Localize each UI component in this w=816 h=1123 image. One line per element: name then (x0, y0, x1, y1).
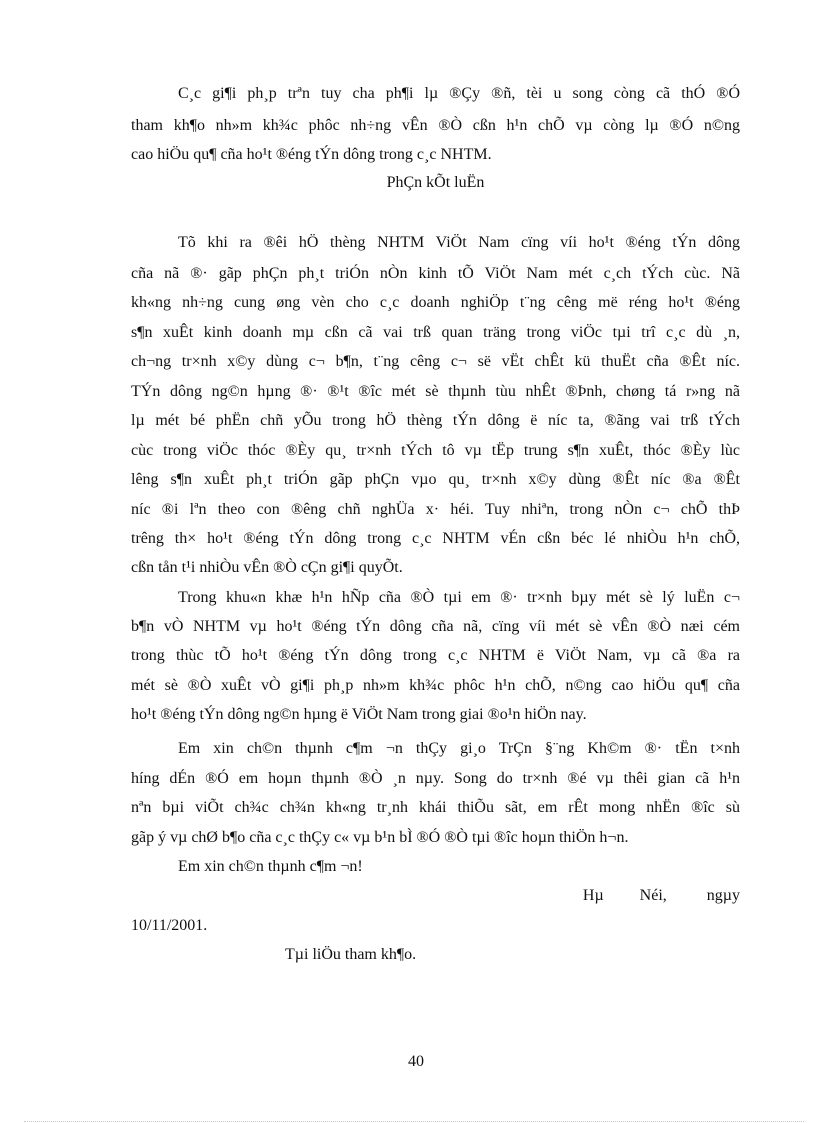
conclusion1-line-1: Tõ khi ra ®êi hÖ thèng NHTM ViÖt Nam cïng víi ho¹t ®éng tÝn dông (178, 234, 740, 251)
conclusion1-line-11: trêng th× ho¹t ®éng tÝn dông trong c¸c NHTM vÉn cßn béc lé nhiÒu h¹n chÕ, (131, 530, 740, 547)
thanks-line-3: nªn bµi viÕt ch¾c ch¾n kh«ng tr¸nh khái thiÕu sãt, em rÊt mong nhËn ®îc sù (131, 799, 740, 816)
conclusion1-line-4: s¶n xuÊt kinh doanh mµ cßn cã vai trß quan träng trong viÖc tµi trî c¸c dù ¸n, (131, 324, 740, 341)
solution-line-1: C¸c gi¶i ph¸p trªn tuy cha ph¶i lµ ®Çy ®ñ, tèi u song còng cã thÓ ®Ó (178, 85, 740, 102)
date-value: 10/11/2001. (131, 917, 208, 934)
conclusion1-line-9: lêng s¶n xuÊt ph¸t triÓn gãp phÇn vµo qu¸ tr×nh x©y dùng ®Êt níc ®a ®Êt (131, 471, 740, 488)
place-date-line: Hµ Néi, ngµy (582, 887, 740, 904)
section-heading: PhÇn kÕt luËn (386, 174, 485, 191)
solution-line-2: tham kh¶o nh»m kh¾c phôc nh÷ng vÊn ®Ò cßn h¹n chÕ vµ còng lµ ®Ó n©ng (131, 117, 740, 134)
conclusion1-line-2: cña nã ®· gãp phÇn ph¸t triÓn nÒn kinh tÕ ViÖt Nam mét c¸ch tÝch cùc. Nã (131, 265, 740, 282)
page-number: 40 (408, 1053, 424, 1070)
thanks-line-4: gãp ý vµ chØ b¶o cña c¸c thÇy c« vµ b¹n bÌ ®Ó ®Ò tµi ®îc hoµn thiÖn h¬n. (131, 829, 629, 846)
solution-line-3: cao hiÖu qu¶ cña ho¹t ®éng tÝn dông trong c¸c NHTM. (131, 146, 492, 163)
conclusion2-line-3: trong thùc tÕ ho¹t ®éng tÝn dông trong c¸c NHTM ë ViÖt Nam, vµ cã ®a ra (131, 647, 740, 664)
closing-thanks: Em xin ch©n thµnh c¶m ¬n! (178, 858, 363, 875)
conclusion1-line-10: níc ®i lªn theo con ®êng chñ nghÜa x· héi. Tuy nhiªn, trong nÒn c¬ chÕ thÞ (131, 501, 740, 518)
conclusion2-line-2: b¶n vÒ NHTM vµ ho¹t ®éng tÝn dông cña nã, cïng víi mét sè vÊn ®Ò næi cém (131, 618, 740, 635)
conclusion1-line-3: kh«ng nh÷ng cung øng vèn cho c¸c doanh nghiÖp t¨ng cêng më réng ho¹t ®éng (131, 294, 740, 311)
conclusion2-line-1: Trong khu«n khæ h¹n hÑp cña ®Ò tµi em ®· tr×nh bµy mét sè lý luËn c¬ (178, 589, 740, 606)
thanks-line-1: Em xin ch©n thµnh c¶m ¬n thÇy gi¸o TrÇn §¨ng Kh©m ®· tËn t×nh (178, 740, 740, 757)
conclusion1-line-6: TÝn dông ng©n hµng ®· ®¹t ®îc mét sè thµnh tùu nhÊt ®Þnh, chøng tá r»ng nã (131, 383, 740, 400)
conclusion1-line-5: ch¬ng tr×nh x©y dùng c¬ b¶n, t¨ng cêng c¬ së vËt chÊt kü thuËt cña ®Êt níc. (131, 353, 740, 370)
conclusion1-line-8: cùc trong viÖc thóc ®Èy qu¸ tr×nh tÝch tô vµ tËp trung s¶n xuÊt, thóc ®Èy lùc (131, 442, 740, 459)
conclusion1-line-12: cßn tån t¹i nhiÒu vÊn ®Ò cÇn gi¶i quyÕt. (131, 559, 403, 576)
references-heading: Tµi liÖu tham kh¶o. (285, 946, 417, 963)
conclusion2-line-4: mét sè ®Ò xuÊt vÒ gi¶i ph¸p nh»m kh¾c phôc h¹n chÕ, n©ng cao hiÖu qu¶ cña (131, 677, 740, 694)
conclusion1-line-7: lµ mét bé phËn chñ yÕu trong hÖ thèng tÝn dông ë níc ta, ®ãng vai trß tÝch (131, 412, 740, 429)
conclusion2-line-5: ho¹t ®éng tÝn dông ng©n hµng ë ViÖt Nam trong giai ®o¹n hiÖn nay. (131, 706, 587, 723)
thanks-line-2: híng dÉn ®Ó em hoµn thµnh ®Ò ¸n nµy. Song do tr×nh ®é vµ thêi gian cã h¹n (131, 770, 740, 787)
page-bottom-divider (24, 1121, 804, 1122)
